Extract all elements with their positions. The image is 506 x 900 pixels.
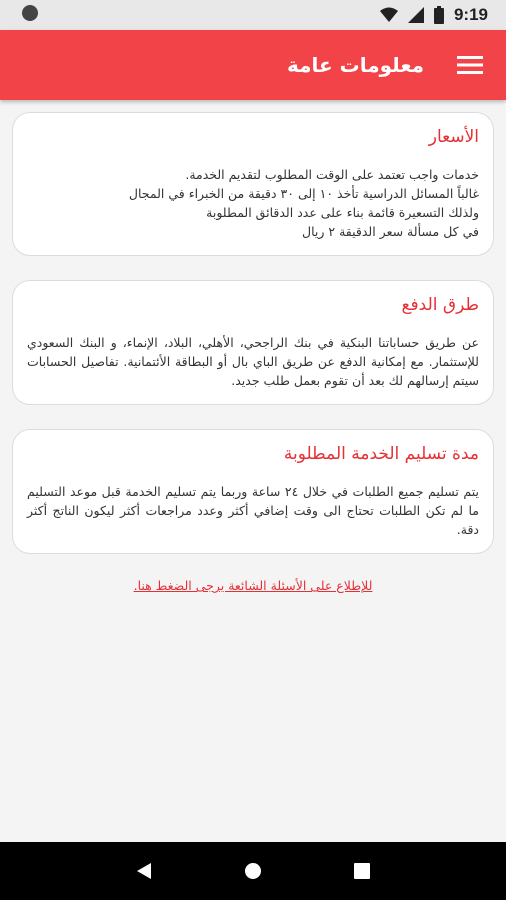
wifi-icon [380,7,398,23]
home-button[interactable] [233,851,273,891]
status-left [22,5,38,25]
hamburger-menu-icon [457,55,483,75]
faq-link[interactable]: للإطلاع على الأسئلة الشائعة يرجى الضغط هنا. [133,578,373,593]
system-nav-bar [0,842,506,900]
payment-methods-card [12,280,494,405]
battery-icon [434,6,444,24]
prices-card [12,112,494,256]
card-body: عن طريق حساباتنا البنكية في بنك الراجحي، الأهلي، البلاد، الإنماء، و البنك السعودي للإستثمار. مع إمكانية الدفع عن طريق الباي بال أو البطاقة الأئتمانية. تفاصيل الحسابات سيتم إرسالهم لك بعد أن تقوم بعمل طلب جديد. [27,335,479,388]
content-area [0,100,506,842]
status-bar [0,0,506,30]
back-button[interactable] [124,851,164,891]
recents-button[interactable] [342,851,382,891]
nav-home-icon [244,862,262,880]
delivery-time-card [12,429,494,554]
nav-back-icon [136,862,152,880]
page-title: معلومات عامة [286,53,424,77]
signal-icon [408,7,424,23]
notification-dot-icon [22,5,38,21]
nav-recents-icon [354,863,370,879]
status-right [380,5,488,25]
menu-button[interactable] [442,37,498,93]
card-body: يتم تسليم جميع الطلبات في خلال ٢٤ ساعة وربما يتم تسليم الخدمة قبل موعد التسليم ما لم تكن الطلبات تحتاج الى وقت إضافي أكثر وعدد مراجعات أكثر ليكون الناتج أكثر دقة. [27,484,479,537]
card-body: خدمات واجب تعتمد على الوقت المطلوب لتقديم الخدمة. غالباً المسائل الدراسية تأخذ ١٠ إلى ٣٠ دقيقة من الخبراء في المجال ولذلك التسعيرة قائمة بناء على عدد الدقائق المطلوبة في كل مسألة سعر الدقيقة ٢ ريال [128,167,479,239]
card-title: الأسعار [428,127,479,147]
app-bar [0,30,506,100]
status-time: 9:19 [453,5,488,24]
card-title: طرق الدفع [401,295,479,315]
card-title: مدة تسليم الخدمة المطلوبة [283,444,479,464]
